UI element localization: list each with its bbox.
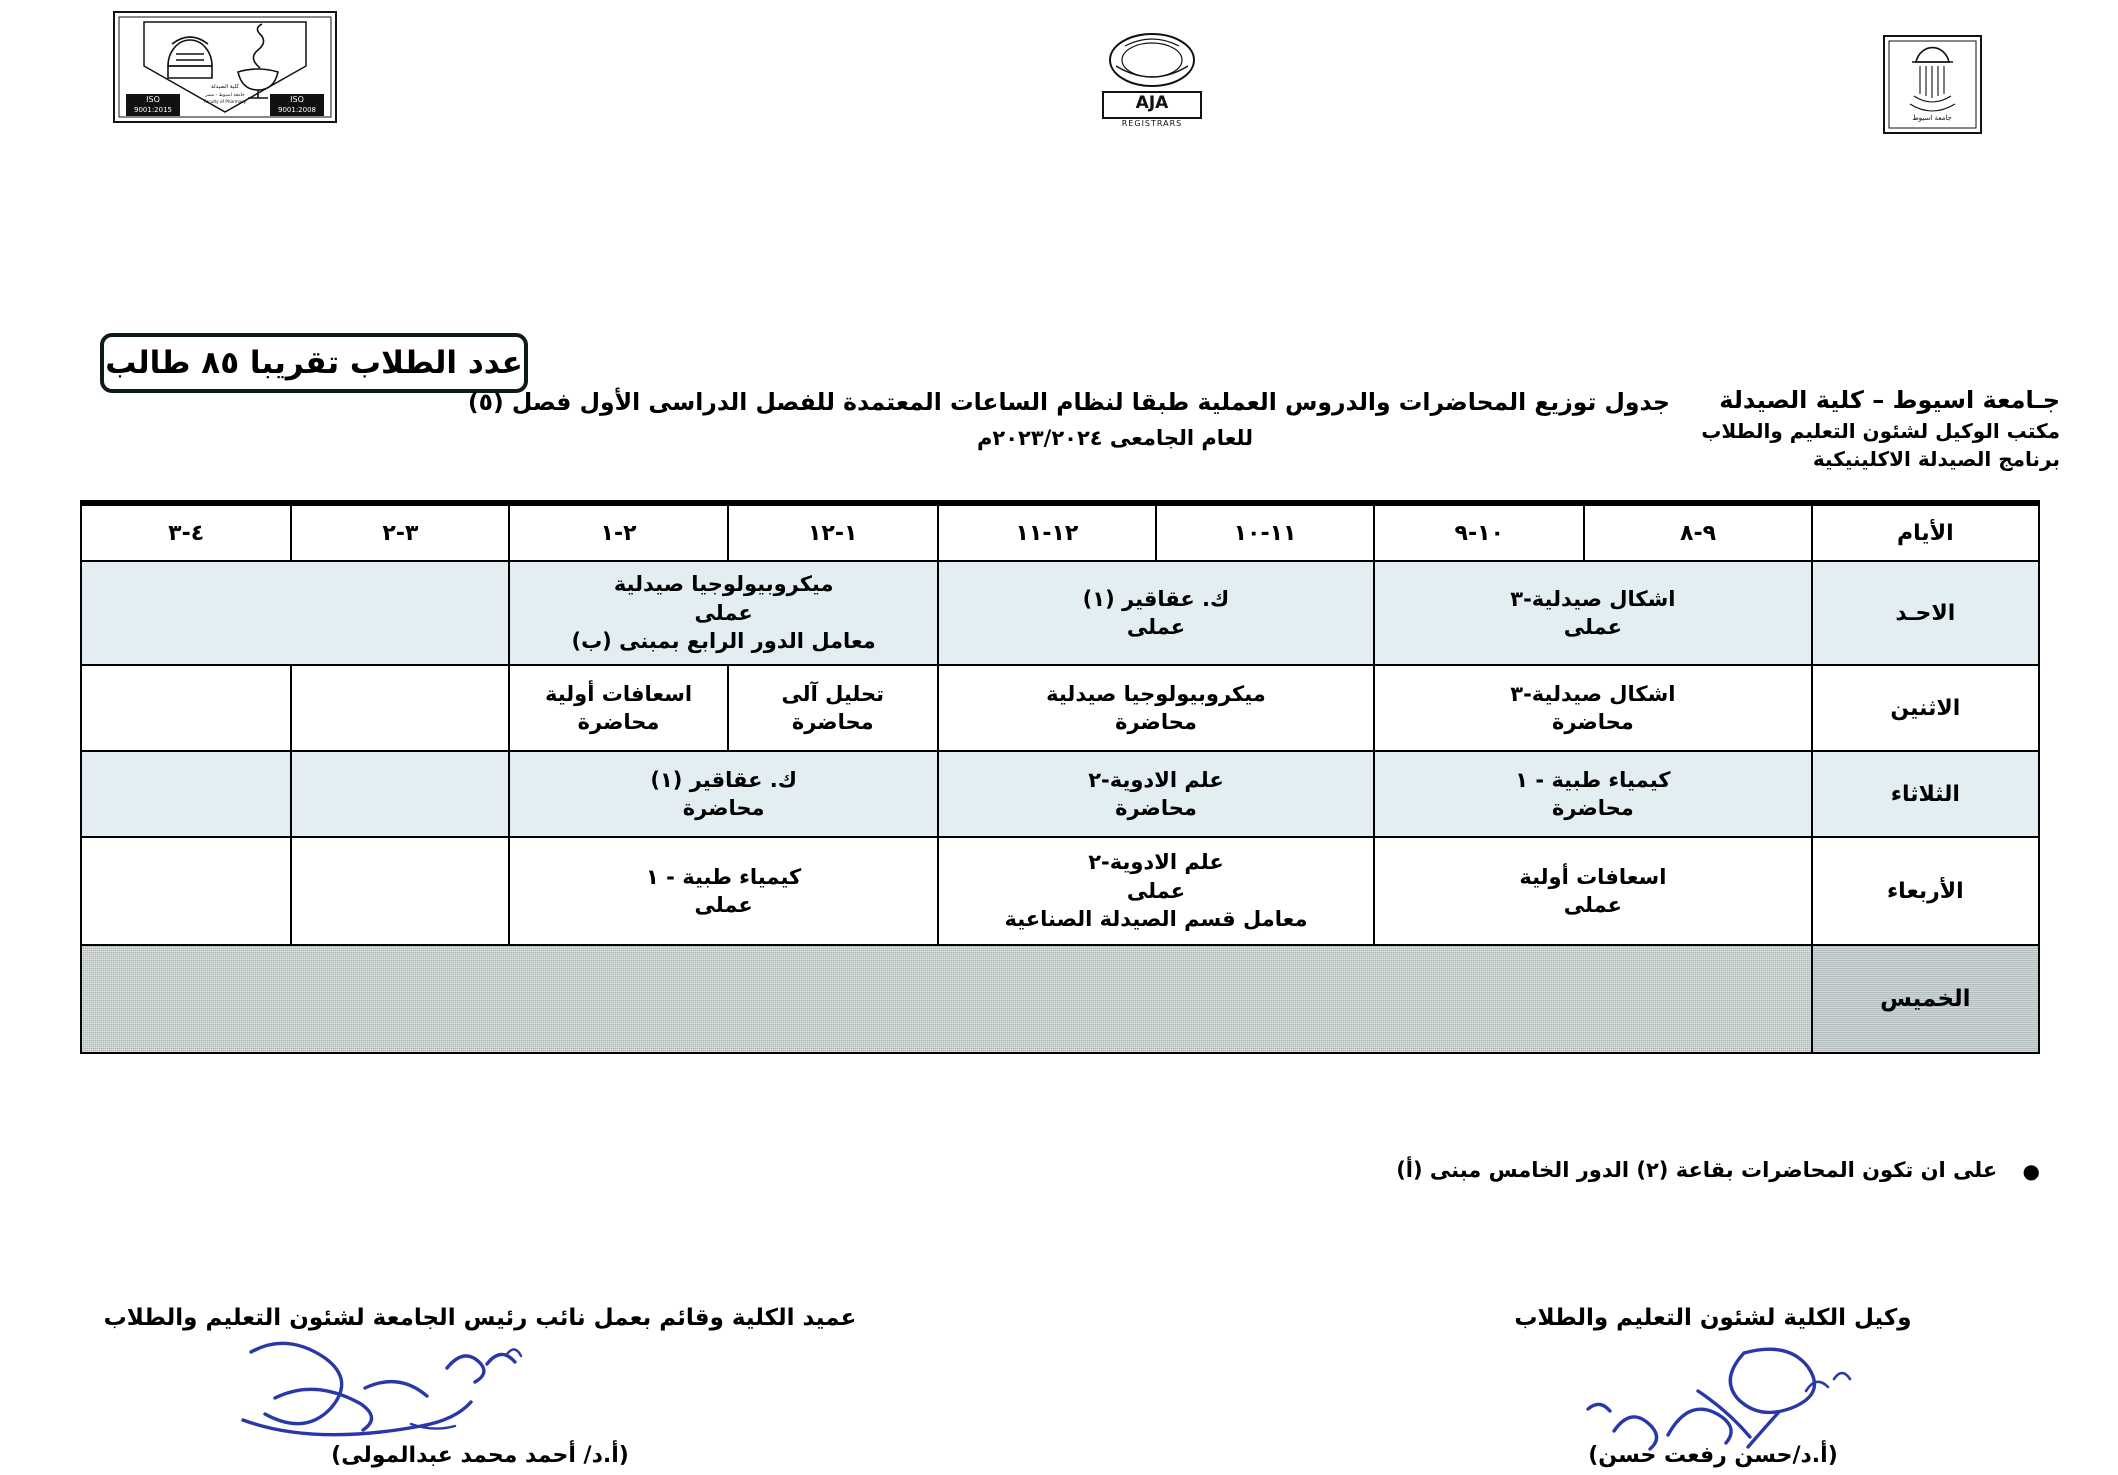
schedule-body	[81, 561, 2039, 1053]
assiut-university-pharmacy-seal-icon	[110, 8, 340, 143]
column-header-timeslot: ٣-٢	[291, 503, 509, 561]
session-line: معامل قسم الصيدلة الصناعية	[1004, 907, 1308, 932]
column-header-days: الأيام	[1812, 503, 2039, 561]
session-line: ميكروبيولوجيا صيدلية	[1046, 681, 1266, 706]
iso-right-label: ISO	[290, 95, 304, 104]
signature-name-right: (أ.د/حسن رفعت حسن)	[1588, 1443, 1838, 1468]
student-count-text: عدد الطلاب تقريبا ٨٥ طالب	[105, 345, 523, 381]
session-line: عملى	[1563, 615, 1622, 639]
column-header-timeslot: ٢-١	[509, 503, 727, 561]
empty-cell	[81, 945, 1812, 1053]
session-line: محاضرة	[791, 710, 874, 734]
office-line: مكتب الوكيل لشئون التعليم والطلاب	[1701, 419, 2060, 444]
day-label-cell: الاثنين	[1812, 665, 2039, 751]
iso-right-cert: 9001:2008	[278, 106, 316, 114]
session-line: محاضرة	[577, 710, 660, 734]
session-line: عملى	[694, 600, 753, 625]
session-cell	[938, 665, 1374, 751]
table-row	[81, 751, 2039, 837]
empty-cell	[291, 665, 509, 751]
column-header-timeslot: ٩-٨	[1584, 503, 1811, 561]
schedule-table	[80, 500, 2040, 1054]
session-cell	[728, 665, 938, 751]
logo-band	[0, 0, 2118, 165]
session-line: محاضرة	[1551, 796, 1634, 820]
iso-left-cert: 9001:2015	[134, 106, 172, 114]
signature-title-right: وكيل الكلية لشئون التعليم والطلاب	[1514, 1305, 1912, 1331]
session-line: اسعافات أولية	[1519, 864, 1667, 889]
schedule-table-container	[80, 500, 2040, 1054]
day-label-cell: الاحـد	[1812, 561, 2039, 665]
assiut-university-seal-icon	[1880, 32, 1985, 137]
column-header-timeslot: ١-١٢	[728, 503, 938, 561]
session-cell	[938, 837, 1374, 945]
svg-text:جامعة اسيوط - مصر: جامعة اسيوط - مصر	[205, 93, 245, 98]
session-line: محاضرة	[1115, 796, 1197, 820]
session-line: علم الادوية-٢	[1088, 850, 1224, 875]
session-cell	[938, 751, 1374, 837]
column-header-timeslot: ١٢-١١	[938, 503, 1156, 561]
session-cell	[1374, 561, 1812, 665]
aja-registrars-logo-icon	[1085, 22, 1220, 142]
session-line: عملى	[1126, 878, 1186, 903]
program-line: برنامج الصيدلة الاكلينيكية	[1812, 447, 2060, 472]
page-title: جدول توزيع المحاضرات والدروس العملية طبقا لنظام الساعات المعتمدة للفصل الدراسى الأول فصل (٥)	[467, 388, 1670, 416]
empty-cell	[81, 837, 291, 945]
session-line: تحليل آلى	[781, 681, 884, 706]
day-label-cell: الأربعاء	[1812, 837, 2039, 945]
empty-cell	[81, 665, 291, 751]
day-label-cell: الثلاثاء	[1812, 751, 2039, 837]
university-faculty-line: جـامعة اسيوط – كلية الصيدلة	[1719, 386, 2060, 414]
svg-text:Faculty of Pharmacy: Faculty of Pharmacy	[203, 99, 247, 104]
session-line: ميكروبيولوجيا صيدلية	[613, 572, 834, 597]
session-line: ك. عقاقير (١)	[650, 767, 797, 792]
session-line: معامل الدور الرابع بمبنى (ب)	[571, 629, 876, 654]
session-cell	[509, 561, 937, 665]
session-cell	[509, 837, 937, 945]
session-line: اسعافات أولية	[544, 681, 693, 706]
session-line: اشكال صيدلية-٣	[1510, 681, 1676, 706]
bullet-icon: ●	[2022, 1159, 2040, 1183]
table-row	[81, 945, 2039, 1053]
table-row	[81, 561, 2039, 665]
session-line: علم الادوية-٢	[1088, 767, 1224, 792]
svg-text:كلية الصيدلة: كلية الصيدلة	[211, 84, 239, 90]
session-cell	[509, 751, 937, 837]
column-header-timeslot: ١١-١٠	[1156, 503, 1374, 561]
session-line: عملى	[1126, 615, 1186, 639]
svg-text:جامعة اسيوط: جامعة اسيوط	[1912, 114, 1952, 122]
student-count-note	[100, 333, 528, 393]
column-header-timeslot: ١٠-٩	[1374, 503, 1584, 561]
table-row	[81, 665, 2039, 751]
footnote	[1396, 1158, 2040, 1183]
session-line: كيمياء طبية - ١	[1515, 767, 1671, 792]
session-cell	[1374, 665, 1812, 751]
empty-cell	[291, 837, 509, 945]
session-line: كيمياء طبية - ١	[646, 864, 802, 889]
aja-logo-text: AJA	[1135, 93, 1169, 113]
signature-title-left: عميد الكلية وقائم بعمل نائب رئيس الجامعة لشئون التعليم والطلاب	[103, 1305, 857, 1331]
session-line: محاضرة	[682, 796, 765, 820]
session-line: عملى	[694, 893, 753, 917]
session-line: محاضرة	[1551, 710, 1634, 734]
column-header-timeslot: ٤-٣	[81, 503, 291, 561]
empty-cell	[81, 751, 291, 837]
schedule-header-row	[81, 503, 2039, 561]
table-row	[81, 837, 2039, 945]
session-cell	[1374, 751, 1812, 837]
session-cell	[938, 561, 1374, 665]
session-line: عملى	[1563, 893, 1622, 917]
session-line: ك. عقاقير (١)	[1082, 586, 1230, 611]
session-cell	[1374, 837, 1812, 945]
signature-block-vice-dean	[1413, 1305, 2013, 1468]
iso-left-label: ISO	[146, 95, 160, 104]
day-label-cell: الخميس	[1812, 945, 2039, 1053]
empty-cell	[81, 561, 509, 665]
session-line: اشكال صيدلية-٣	[1510, 586, 1676, 611]
empty-cell	[291, 751, 509, 837]
academic-year-subtitle: للعام الجامعى ٢٠٢٣/٢٠٢٤م	[976, 426, 1254, 451]
faculty-header	[1701, 383, 2060, 474]
registrars-logo-text: REGISTRARS	[1121, 119, 1183, 128]
session-cell	[509, 665, 727, 751]
session-line: محاضرة	[1115, 710, 1197, 734]
signature-name-left: (أ.د/ أحمد محمد عبدالمولى)	[331, 1443, 629, 1468]
signature-block-dean	[70, 1305, 890, 1468]
document-title	[467, 385, 1670, 455]
footnote-text: على ان تكون المحاضرات بقاعة (٢) الدور الخامس مبنى (أ)	[1396, 1158, 1998, 1182]
